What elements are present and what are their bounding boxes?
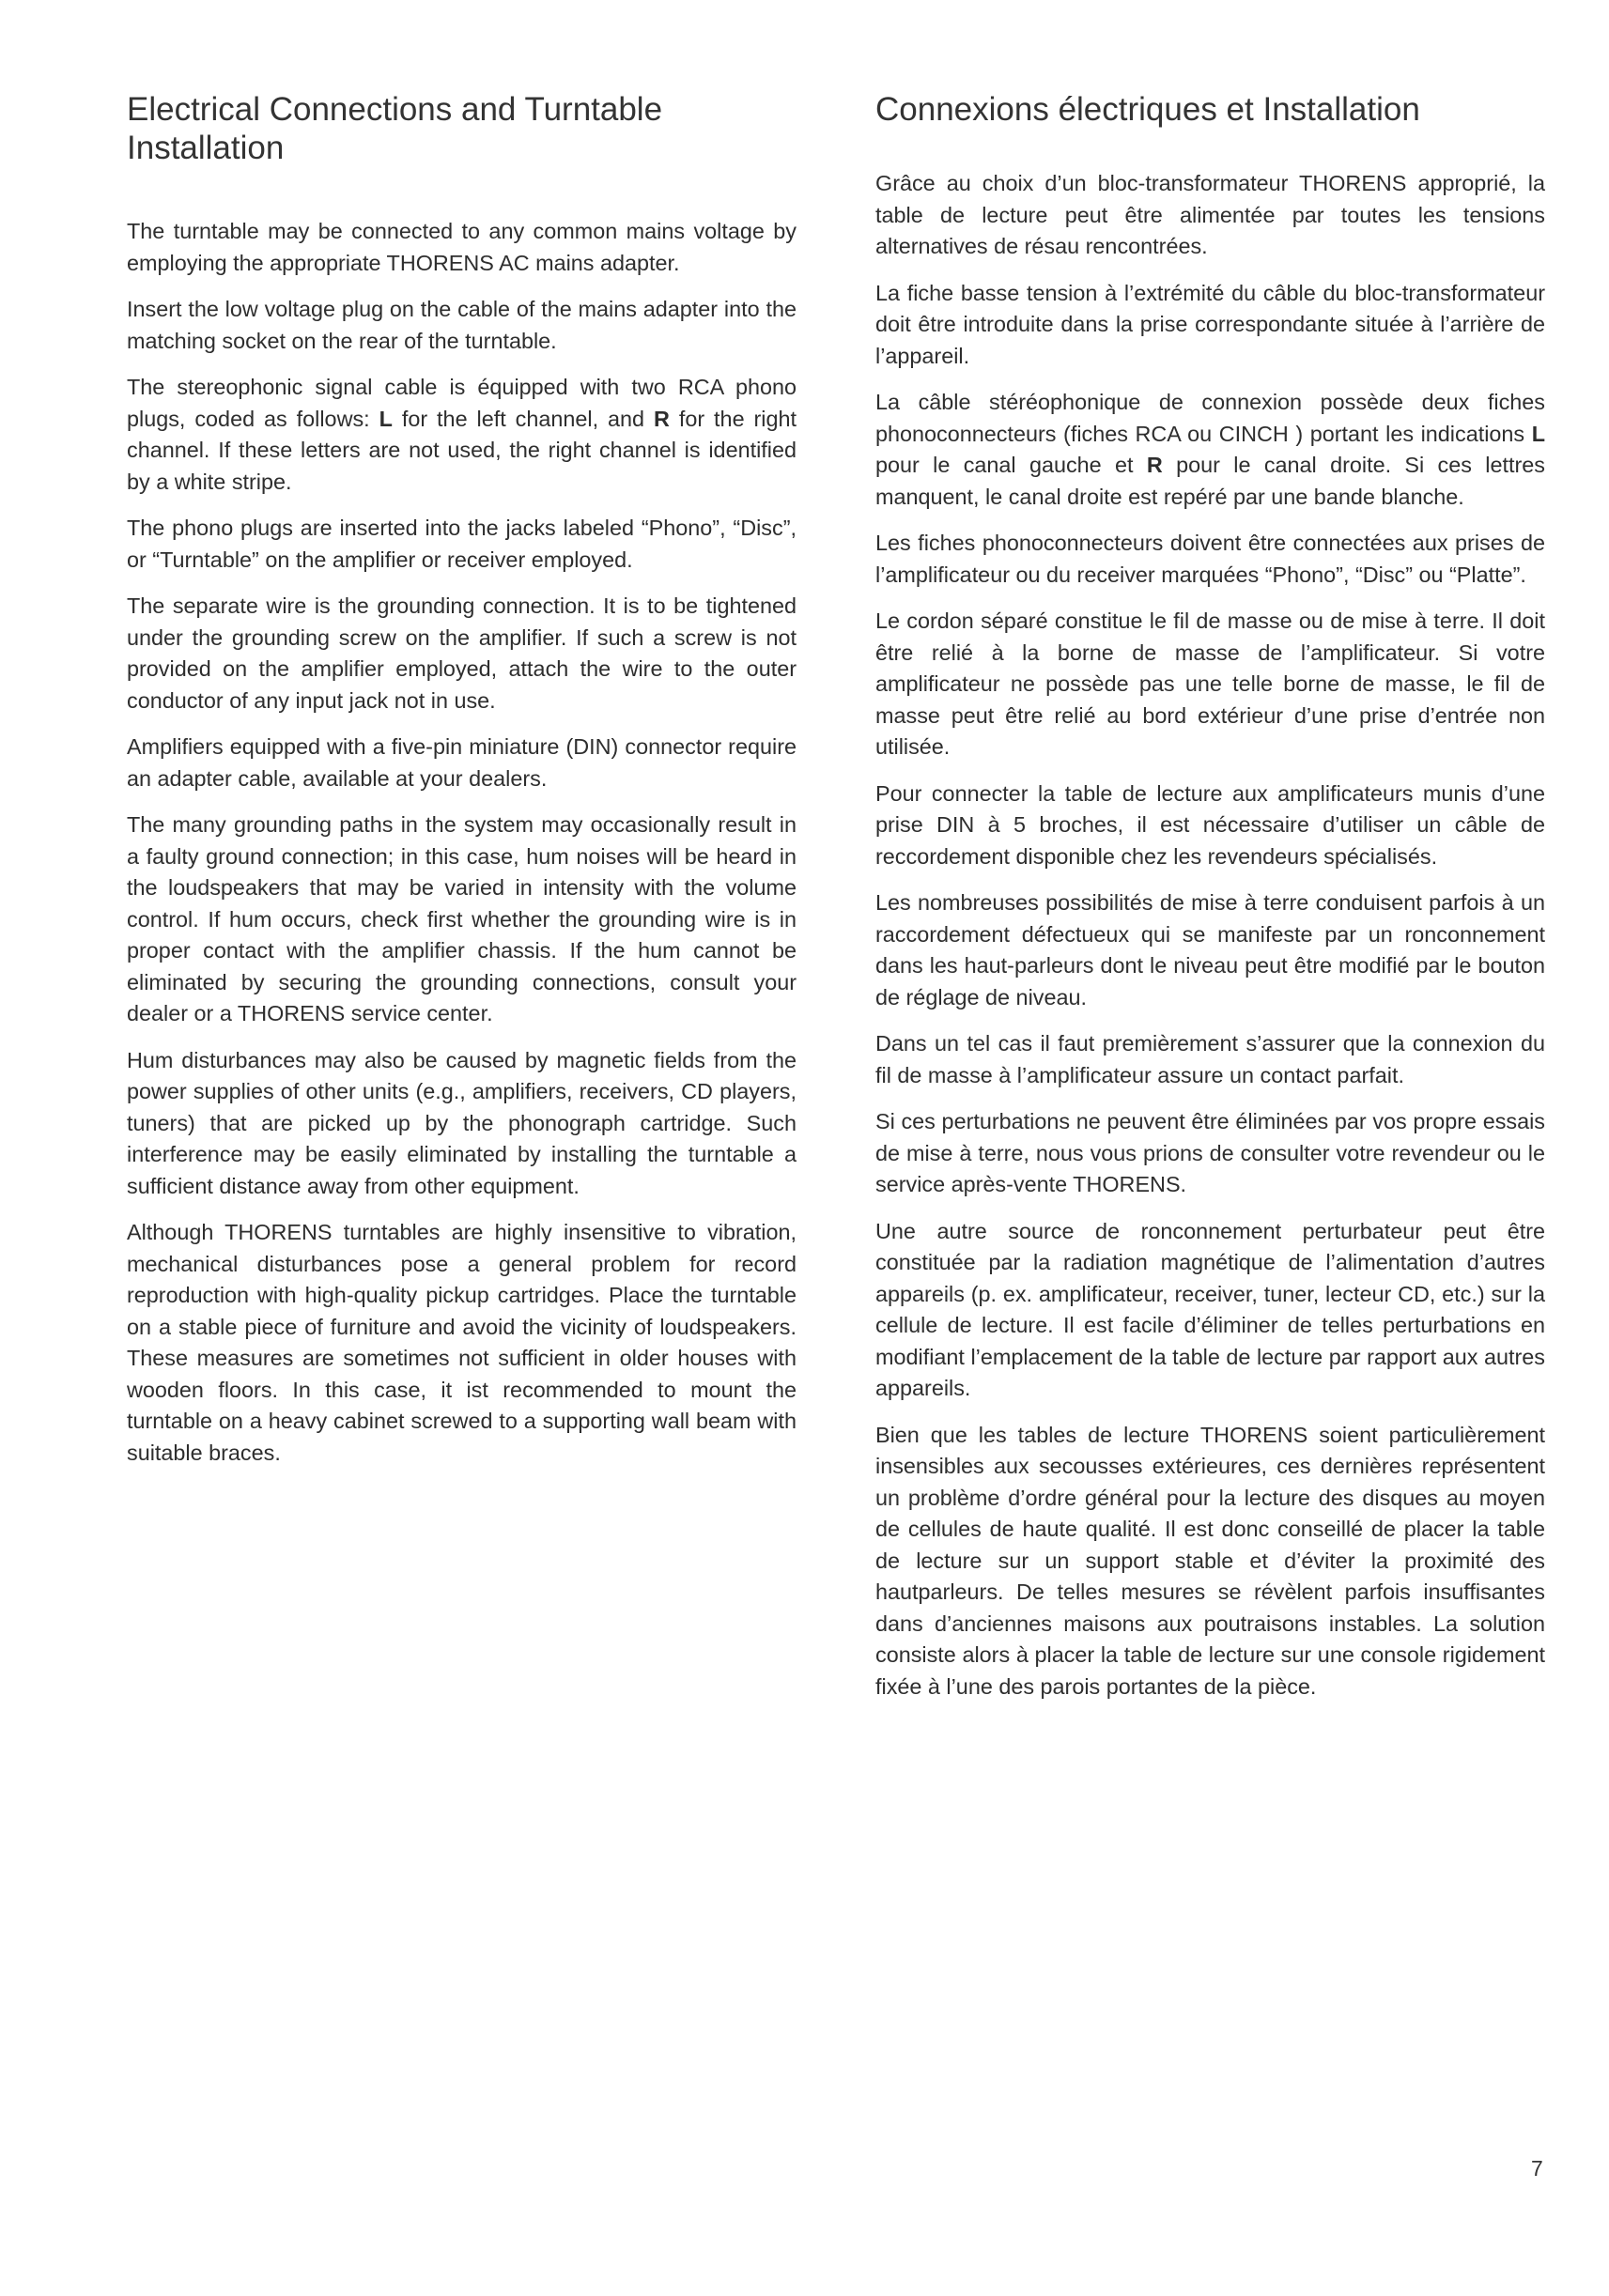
french-paragraph: Bien que les tables de lecture THORENS soient particulièrement insensibles aux secousses extérieures, ces dernières représentent un problème d’ordre général pour la lecture des disques au moyen de cellules de haute qualité. Il est donc conseillé de placer la table de lecture sur un support stable et d’éviter la proximité des hautparleurs. De telles mesures se révèlent parfois insuffisantes dans d’anciennes maisons aux poutraisons instables. La solution consiste alors à placer la table de lecture sur une console rigidement fixée à l’une des parois portantes de la pièce. — [875, 1422, 1545, 1699]
paragraph-text: La câble stéréophonique de connexion possède deux fiches phonoconnecteurs (fiches RCA ou CINCH ) portant les indications — [875, 390, 1545, 446]
paragraph-text: for the right channel. If these letters are not used, the right channel is identified by a white stripe. — [127, 406, 797, 494]
french-paragraph: Les fiches phonoconnecteurs doivent être connectées aux prises de l’amplificateur ou du receiver marquées “Phono”, “Disc” ou “Platte”. — [875, 531, 1545, 587]
french-heading: Connexions électriques et Installation — [875, 91, 1420, 128]
french-paragraph — [875, 387, 1545, 513]
right-channel-code: R — [1146, 453, 1163, 477]
left-channel-code: L — [1531, 421, 1545, 446]
paragraph-text: The stereophonic signal cable is équipped with two RCA phono plugs, coded as follows: — [127, 375, 797, 431]
french-column — [875, 90, 1545, 1718]
paragraph-text: pour le canal droite. Si ces lettres manquent, le canal droite est repéré par une bande blanche. — [875, 453, 1545, 509]
french-paragraph: Pour connecter la table de lecture aux amplificateurs munis d’une prise DIN à 5 broches, il est nécessaire d’utiliser un câble de reccordement disponible chez les revendeurs spécialisés. — [875, 780, 1545, 869]
english-paragraph: Amplifiers equipped with a five-pin miniature (DIN) connector require an adapter cable, available at your dealers. — [127, 734, 797, 791]
english-paragraph: The turntable may be connected to any common mains voltage by employing the appropriate THORENS AC mains adapter. — [127, 219, 797, 275]
page-number: 7 — [1531, 2156, 1543, 2180]
french-paragraph: Grâce au choix d’un bloc-transformateur THORENS approprié, la table de lecture peut être alimentée par toutes les tensions alternatives de résau rencontrées. — [875, 171, 1545, 258]
paragraph-text: pour le canal gauche et — [875, 453, 1147, 477]
english-paragraph: Insert the low voltage plug on the cable of the mains adapter into the matching socket on the rear of the turntable. — [127, 297, 797, 353]
english-paragraph: The phono plugs are inserted into the jacks labeled “Phono”, “Disc”, or “Turntable” on the amplifier or receiver employed. — [127, 516, 797, 572]
english-column — [127, 90, 797, 1484]
french-paragraph: Les nombreuses possibilités de mise à terre conduisent parfois à un raccordement défectueux qui se manifeste par un ronconnement dans les haut-parleurs dont le niveau peut être modifié par le bouton de réglage de niveau. — [875, 890, 1545, 1009]
english-paragraph: The separate wire is the grounding connection. It is to be tightened under the grounding screw on the amplifier. If such a screw is not provided on the amplifier employed, attach the wire to the outer conductor of any input jack not in use. — [127, 593, 797, 713]
english-paragraph: Although THORENS turntables are highly insensitive to vibration, mechanical disturbances pose a general problem for record reproduction with high-quality pickup cartridges. Place the turntable on a stable piece of furniture and avoid the vicinity of loudspeakers. These measures are sometimes not sufficient in older houses with wooden floors. In this case, it ist recommended to mount the turntable on a heavy cabinet screwed to a supporting wall beam with suitable braces. — [127, 1220, 797, 1465]
french-paragraph: La fiche basse tension à l’extrémité du câble du bloc-transformateur doit être introduite dans la prise correspondante située à l’arrière de l’appareil. — [875, 280, 1545, 368]
english-paragraph: The many grounding paths in the system may occasionally result in a faulty ground connection; in this case, hum noises will be heard in the loudspeakers that may be varied in intensity with the volume control. If hum occurs, check first whether the grounding wire is in proper contact with the amplifier chassis. If the hum cannot be eliminated by securing the grounding connections, consult your dealer or a THORENS service center. — [127, 812, 797, 1025]
french-paragraph: Si ces perturbations ne peuvent être éliminées par vos propre essais de mise à terre, nous vous prions de consulter votre revendeur ou le service après-vente THORENS. — [875, 1109, 1545, 1196]
french-paragraph: Le cordon séparé constitue le fil de masse ou de mise à terre. Il doit être relié à la borne de masse de l’amplificateur. Si votre amplificateur ne possède pas une telle borne de masse, le fil de masse peut être relié au bord extérieur d’une prise d’entrée non utilisée. — [875, 609, 1545, 759]
left-channel-code: L — [379, 406, 393, 431]
paragraph-text: for the left channel, and — [392, 406, 654, 431]
english-paragraph — [127, 372, 797, 498]
english-paragraph: Hum disturbances may also be caused by magnetic fields from the power supplies of other units (e.g., amplifiers, receivers, CD players, tuners) that are picked up by the phonograph cartridge. Such interference may be easily eliminated by installing the turntable a sufficient distance away from other equipment. — [127, 1047, 797, 1198]
english-heading: Electrical Connections and Turntable Installation — [127, 91, 663, 166]
french-paragraph: Dans un tel cas il faut premièrement s’assurer que la connexion du fil de masse à l’amplificateur assure un contact parfait. — [875, 1031, 1545, 1087]
french-paragraph: Une autre source de ronconnement perturbateur peut être constituée par la radiation magnétique de l’alimentation d’autres appareils (p. ex. amplificateur, receiver, tuner, lecteur CD, etc.) sur la cellule de lecture. Il est facile d’éliminer de telles perturbations en modifiant l’emplacement de la table de lecture par rapport aux autres appareils. — [875, 1218, 1545, 1400]
right-channel-code: R — [653, 406, 670, 431]
